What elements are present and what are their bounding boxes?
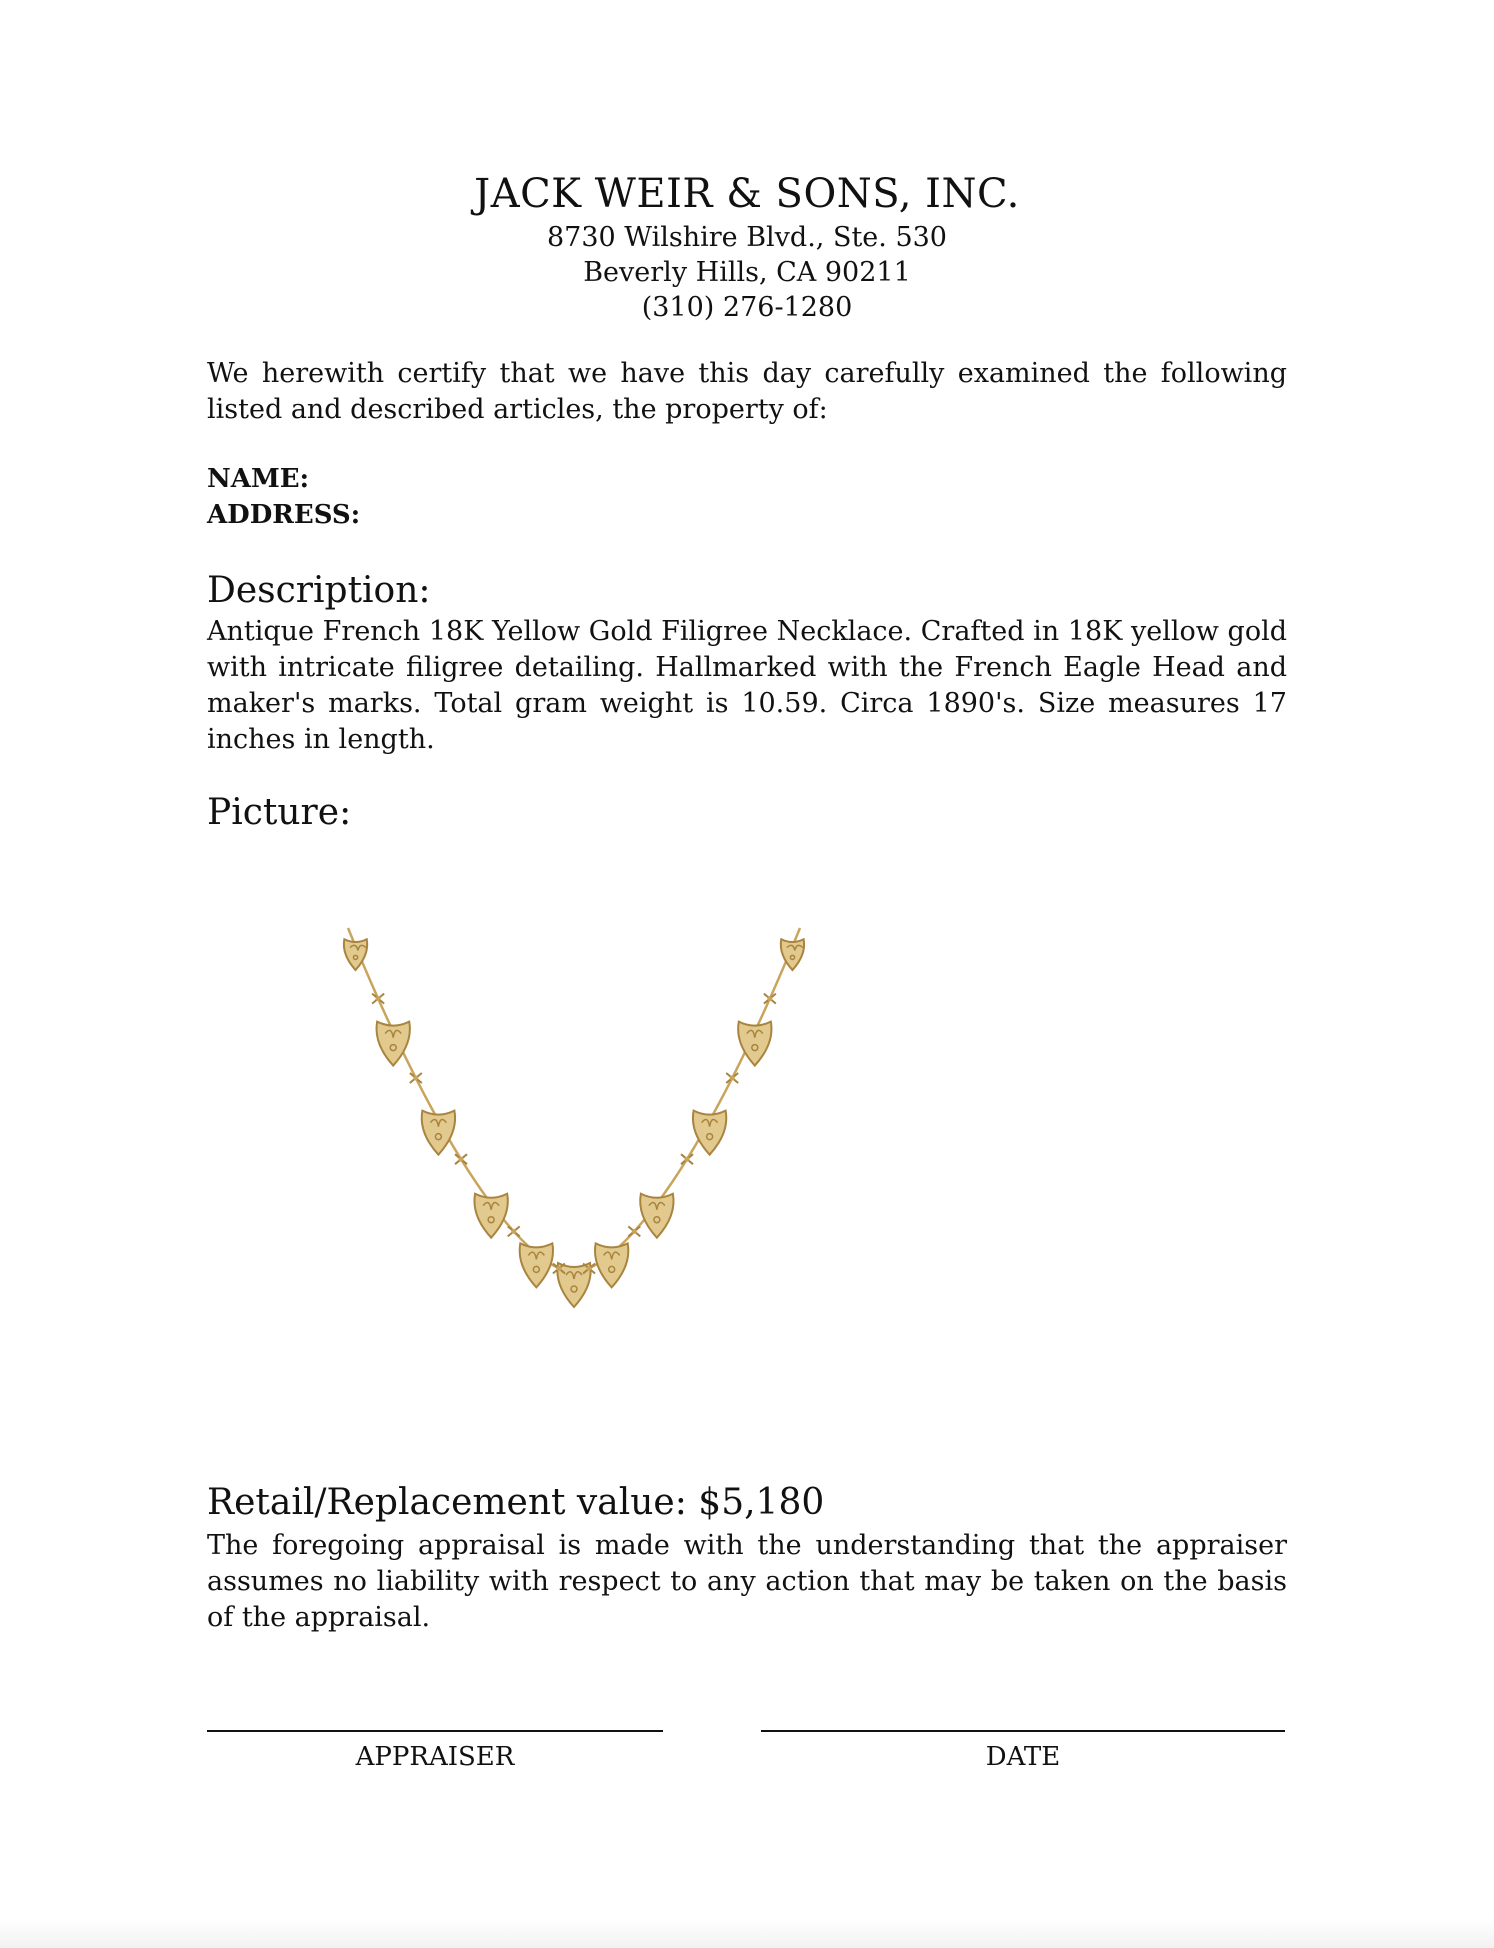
bow-center [459,1157,464,1162]
appraiser-signature-line [207,1730,663,1732]
address-line-2: Beverly Hills, CA 90211 [583,257,911,288]
bow-center [556,1266,561,1271]
bow-center [632,1229,637,1234]
bow-center [376,996,381,1001]
date-label: DATE [985,1742,1061,1772]
page-bottom-edge [0,1918,1494,1948]
date-signature-line [761,1730,1285,1732]
bow-center [587,1266,592,1271]
necklace-drawing [344,928,804,1307]
name-label: NAME: [207,464,310,494]
certification-statement: We herewith certify that we have this day carefully examined the following listed and described articles, the property of: [207,358,1287,425]
bow-center [511,1229,516,1234]
filigree-pendant [693,1111,726,1155]
bow-center [767,996,772,1001]
filigree-pendant [377,1022,410,1066]
company-name: JACK WEIR & SONS, INC. [474,171,1020,217]
necklace-chain [348,928,800,1273]
bow-center [413,1076,418,1081]
necklace-image [330,920,850,1360]
filigree-pendant [422,1111,455,1155]
filigree-pendant [520,1243,553,1287]
replacement-value: Retail/Replacement value: $5,180 [207,1482,825,1523]
liability-disclaimer: The foregoing appraisal is made with the understanding that the appraiser assumes no liability with respect to any action that may be taken on the basis of the appraisal. [207,1530,1287,1633]
picture-title: Picture: [207,792,352,833]
filigree-pendant [595,1243,628,1287]
letterhead [0,168,1494,325]
address-line-1: 8730 Wilshire Blvd., Ste. 530 [547,222,947,253]
filigree-pendant [738,1022,771,1066]
description-title: Description: [207,570,431,611]
phone-number: (310) 276-1280 [641,292,853,323]
filigree-pendant [474,1194,507,1238]
filigree-pendant [640,1194,673,1238]
bow-center [685,1157,690,1162]
appraiser-label: APPRAISER [355,1742,515,1772]
bow-center [730,1076,735,1081]
property-owner-fields [207,461,1287,533]
filigree-pendant [557,1263,590,1307]
description-text: Antique French 18K Yellow Gold Filigree Necklace. Crafted in 18K yellow gold with intricate filigree detailing. Hallmarked with the French Eagle Head and maker's marks. Total gram weight is 10.59. Circa 1890's. Size measures 17 inches in length. [207,616,1287,755]
address-label: ADDRESS: [207,500,361,530]
